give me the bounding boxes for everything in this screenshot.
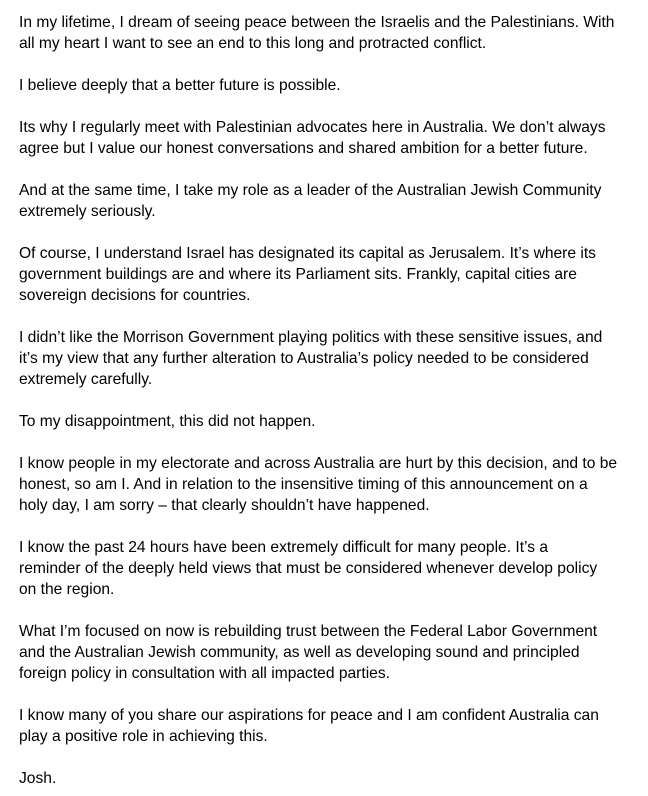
text-line: extremely seriously. [19,203,156,220]
text-line: sovereign decisions for countries. [19,287,251,304]
paragraph-9 [19,537,634,600]
text-line: reminder of the deeply held views that must be considered whenever develop policy [19,560,598,577]
text-line: all my heart I want to see an end to this long and protracted conflict. [19,35,487,52]
paragraph-6 [19,327,634,390]
signature [19,768,634,789]
signature-name: Josh. [19,770,57,787]
text-line: extremely carefully. [19,371,153,388]
text-line: Of course, I understand Israel has designated its capital as Jerusalem. It’s where its [19,245,596,262]
text-line: honest, so am I. And in relation to the insensitive timing of this announcement on a [19,476,588,493]
text-line: To my disappointment, this did not happen. [19,413,316,430]
letter-body [19,12,634,789]
paragraph-8 [19,453,634,516]
text-line: I know people in my electorate and across Australia are hurt by this decision, and to be [19,455,618,472]
paragraph-7 [19,411,634,432]
text-line: holy day, I am sorry – that clearly shouldn’t have happened. [19,497,430,514]
text-line: government buildings are and where its Parliament sits. Frankly, capital cities are [19,266,577,283]
text-line: What I’m focused on now is rebuilding trust between the Federal Labor Government [19,623,598,640]
text-line: And at the same time, I take my role as a leader of the Australian Jewish Community [19,182,602,199]
paragraph-4 [19,180,634,222]
paragraph-1 [19,12,634,54]
text-line: foreign policy in consultation with all impacted parties. [19,665,390,682]
paragraph-3 [19,117,634,159]
paragraph-10 [19,621,634,684]
text-line: I know the past 24 hours have been extremely difficult for many people. It’s a [19,539,549,556]
paragraph-5 [19,243,634,306]
text-line: it’s my view that any further alteration to Australia’s policy needed to be considered [19,350,589,367]
text-line: Its why I regularly meet with Palestinian advocates here in Australia. We don’t always [19,119,606,136]
text-line: I believe deeply that a better future is possible. [19,77,341,94]
paragraph-2 [19,75,634,96]
text-line: I know many of you share our aspirations for peace and I am confident Australia can [19,707,599,724]
text-line: I didn’t like the Morrison Government playing politics with these sensitive issues, and [19,329,603,346]
text-line: agree but I value our honest conversations and shared ambition for a better future. [19,140,588,157]
paragraph-11 [19,705,634,747]
text-line: on the region. [19,581,115,598]
text-line: In my lifetime, I dream of seeing peace between the Israelis and the Palestinians. With [19,14,615,31]
text-line: play a positive role in achieving this. [19,728,268,745]
text-line: and the Australian Jewish community, as well as developing sound and principled [19,644,580,661]
